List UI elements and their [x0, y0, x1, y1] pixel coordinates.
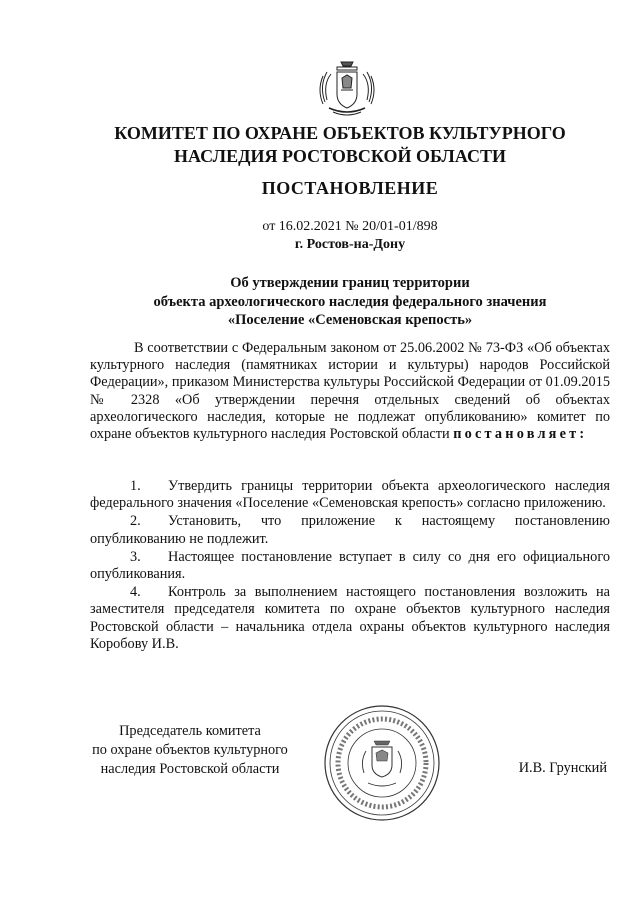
signatory-name: И.В. Грунский [518, 760, 607, 776]
signatory-position: Председатель комитета по охране объектов культурного наследия Ростовской области [92, 723, 288, 777]
subject-line-1: Об утверждении границ территории [230, 275, 470, 291]
subject-line-2: объекта археологического наследия федерального значения [153, 293, 547, 310]
preamble-text: В соответствии с Федеральным законом от 25.06.2002 № 73-ФЗ «Об объектах культурного наследия (памятниках истории и культуры) народов Российской Федерации», приказом Министерства культуры Российской Федерации от 01.09.2015 № 2328 «Об утверждении перечня отдельных сведений об объектах археологического наследия, которые не подлежат опубликованию» комитет по охране объектов культурного наследия Ростовской области [90, 340, 610, 443]
subject-line-3: «Поселение «Семеновская крепость» [227, 312, 473, 328]
resolution-items [90, 478, 610, 654]
document-city: г. Ростов-на-Дону [294, 237, 406, 252]
list-item: 4. Контроль за выполнением настоящего постановления возложить на заместителя председателя комитета по охране объектов культурного наследия Ростовской области – начальника отдела охраны объектов культурного наследия Коробову И.В. [90, 584, 610, 652]
list-item: 1. Утвердить границы территории объекта археологического наследия федерального значения «Поселение «Семеновская крепость» согласно приложению. [90, 478, 610, 512]
document-type: ПОСТАНОВЛЕНИЕ [261, 178, 439, 198]
preamble [90, 340, 610, 443]
list-item: 3. Настоящее постановление вступает в силу со дня его официального опубликования. [90, 548, 610, 583]
official-seal-icon [322, 703, 442, 823]
org-line-2: НАСЛЕДИЯ РОСТОВСКОЙ ОБЛАСТИ [174, 146, 506, 166]
document-subject [70, 274, 630, 330]
resolves-word: постановляет: [453, 426, 588, 443]
list-item: 2. Установить, что приложение к настоящему постановлению опубликованию не подлежит. [90, 513, 610, 547]
coat-of-arms-icon [311, 58, 383, 120]
organization-name [90, 122, 590, 168]
document-date-number: от 16.02.2021 № 20/01-01/898 [262, 219, 438, 234]
org-line-1: КОМИТЕТ ПО ОХРАНЕ ОБЪЕКТОВ КУЛЬТУРНОГО [114, 123, 566, 143]
